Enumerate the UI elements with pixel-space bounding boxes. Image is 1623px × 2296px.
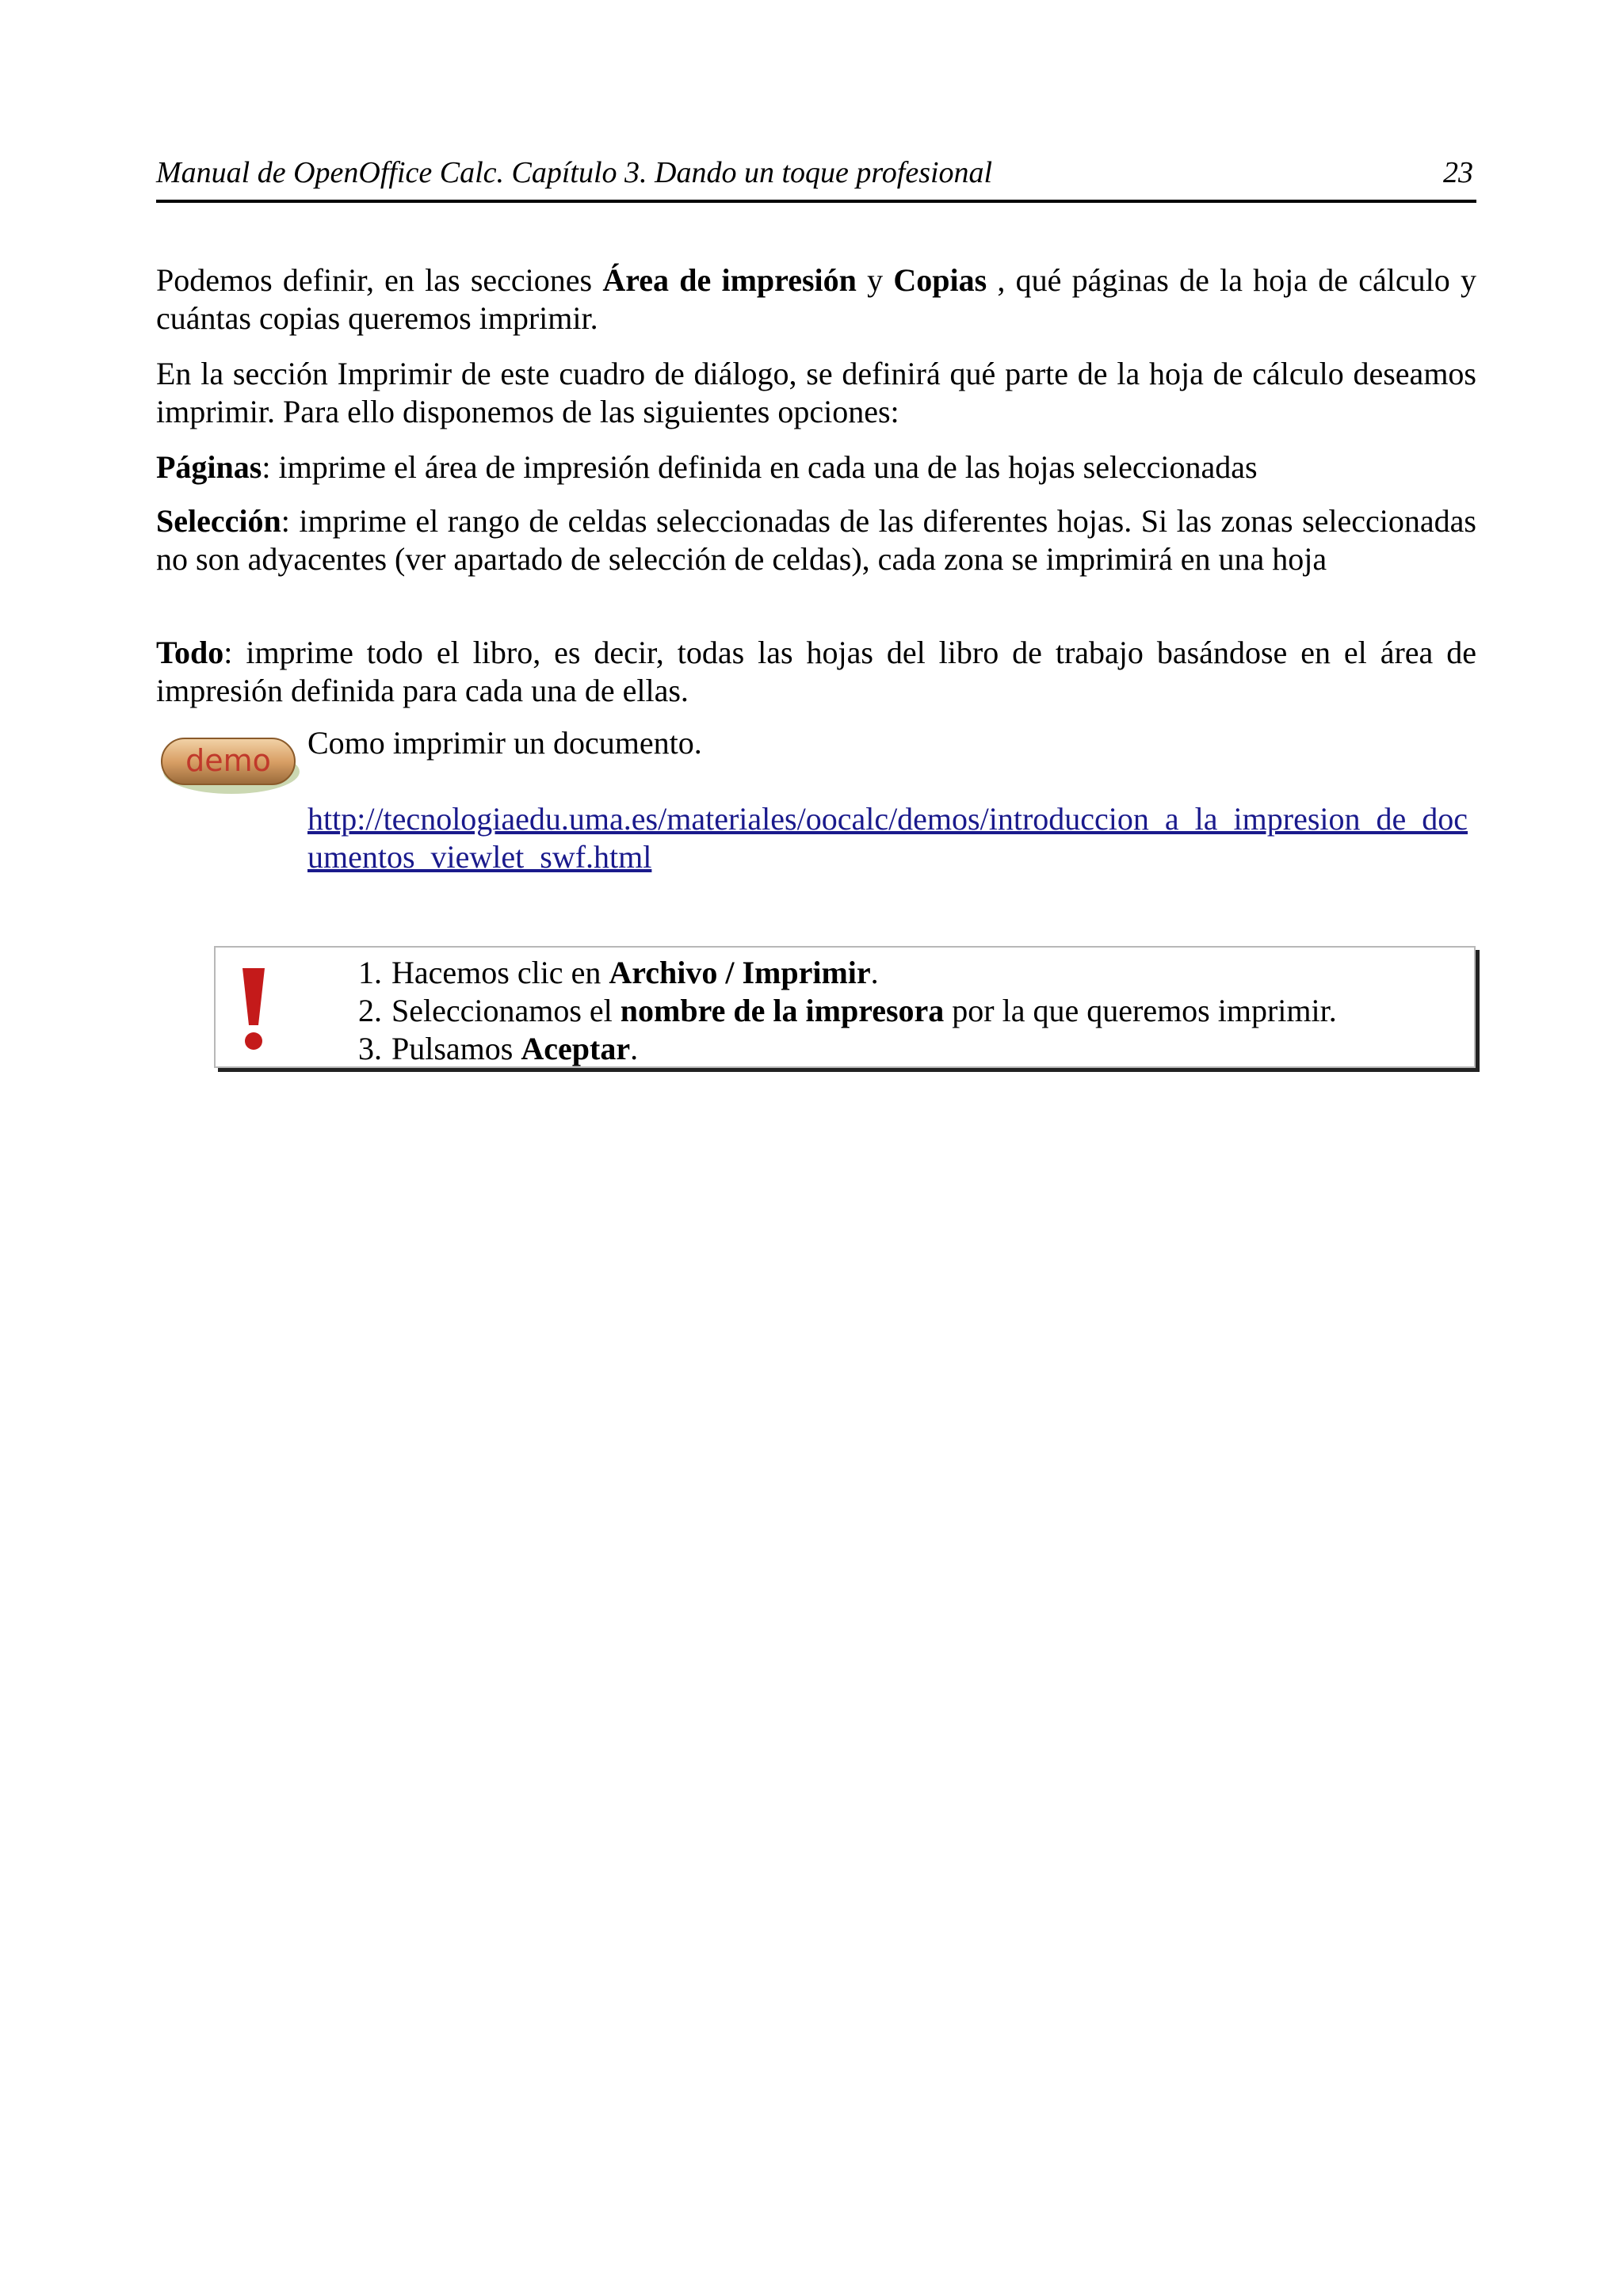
paragraph-paginas: Páginas: imprime el área de impresión definida en cada una de las hojas seleccionadas [156,449,1258,485]
demo-badge-label: demo [185,743,271,778]
term-area-impresion: Área de impresión [602,262,857,298]
term-copias: Copias [893,262,987,298]
exclamation-icon [238,965,269,1052]
list-item: 1. Hacemos clic en Archivo / Imprimir. [358,955,879,990]
term-paginas: Páginas [156,449,262,485]
demo-link[interactable]: http://tecnologiaedu.uma.es/materiales/oocalc/demos/introduccion_a_la_impresion_de_documentos_viewlet_swf.html [307,801,1468,875]
note-box [214,946,1476,1068]
demo-badge-icon[interactable] [158,734,301,797]
header-title: Manual de OpenOffice Calc. Capítulo 3. Dando un toque profesional [156,156,993,189]
steps-list [342,954,1337,1068]
term-todo: Todo [156,635,224,670]
list-item: 3. Pulsamos Aceptar. [358,1031,639,1066]
page-header [156,152,1476,203]
paragraph-seccion-imprimir: En la sección Imprimir de este cuadro de diálogo, se definirá qué parte de la hoja de cálculo deseamos imprimir. Para ello disponemos de las siguientes opciones: [156,356,1476,429]
paragraph-areas-copias: Podemos definir, en las secciones Área de impresión y Copias , qué páginas de la hoja de cálculo y cuántas copias queremos imprimir. [156,262,1477,336]
list-item: 2. Seleccionamos el nombre de la impresora por la que queremos imprimir. [358,993,1337,1028]
paragraph-seleccion: Selección: imprime el rango de celdas seleccionadas de las diferentes hojas. Si las zonas seleccionadas no son adyacentes (ver apartado de selección de celdas), cada zona se imprimirá en una hoja [156,503,1476,577]
paragraph-todo: Todo: imprime todo el libro, es decir, todas las hojas del libro de trabajo basándose en el área de impresión definida para cada una de ellas. [156,635,1476,708]
term-seleccion: Selección [156,503,281,539]
page-number: 23 [1443,156,1473,189]
demo-caption: Como imprimir un documento. [307,725,702,761]
